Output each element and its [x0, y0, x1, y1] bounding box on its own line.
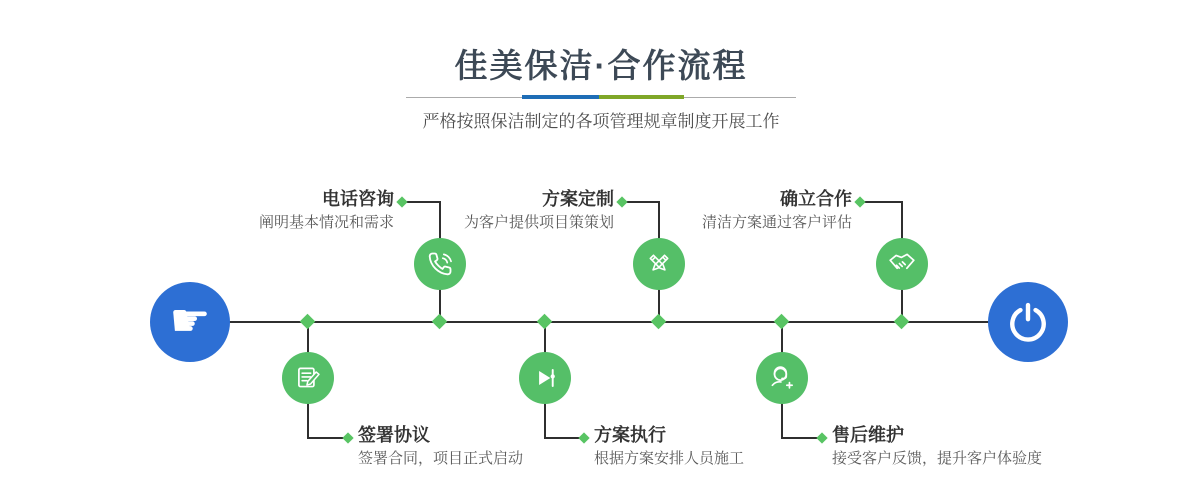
step-node-after-sales: [756, 352, 808, 404]
page-subtitle: 严格按照保洁制定的各项管理规章制度开展工作: [422, 112, 780, 131]
timeline-diamond-marker: [300, 314, 316, 330]
title-divider: [406, 95, 796, 100]
step-desc: 清洁方案通过客户评估: [701, 214, 852, 231]
flow-start-node: [150, 282, 230, 362]
step-sign-agreement: [358, 424, 523, 469]
step-phone-consult: [259, 188, 394, 233]
customer-service-icon: [766, 362, 798, 394]
pointing-hand-icon: ☛: [169, 293, 211, 347]
step-title: 电话咨询: [322, 189, 394, 209]
step-desc: 根据方案安排人员施工: [594, 450, 745, 467]
label-diamond-marker: [396, 196, 407, 207]
step-node-confirm-cooperation: [876, 238, 928, 290]
step-node-sign-agreement: [282, 352, 334, 404]
step-desc: 为客户提供项目策策划: [463, 214, 614, 231]
step-confirm-cooperation: [702, 188, 852, 233]
step-title: 确立合作: [780, 189, 852, 209]
step-after-sales: [832, 424, 1042, 469]
timeline-diamond-marker: [894, 314, 910, 330]
play-slider-icon: [530, 363, 560, 393]
label-diamond-marker: [816, 432, 827, 443]
step-node-plan-execute: [519, 352, 571, 404]
label-diamond-marker: [578, 432, 589, 443]
timeline-diamond-marker: [537, 314, 553, 330]
step-desc: 签署合同，项目正式启动: [358, 450, 524, 467]
step-desc: 阐明基本情况和需求: [258, 214, 394, 231]
label-diamond-marker: [854, 196, 865, 207]
document-pen-icon: [293, 363, 323, 393]
page-title: 佳美保洁·合作流程: [454, 47, 748, 84]
timeline-diamond-marker: [651, 314, 667, 330]
handshake-icon: [886, 248, 918, 280]
divider-blue-segment: [522, 95, 599, 99]
label-diamond-marker: [616, 196, 627, 207]
crossed-pencils-icon: [644, 249, 674, 279]
label-diamond-marker: [342, 432, 353, 443]
step-plan-execute: [594, 424, 744, 469]
flow-end-node: [988, 282, 1068, 362]
timeline-diamond-marker: [774, 314, 790, 330]
divider-green-segment: [599, 95, 684, 99]
phone-call-icon: [425, 249, 455, 279]
step-title: 售后维护: [832, 425, 904, 445]
step-node-plan-custom: [633, 238, 685, 290]
timeline-diamond-marker: [432, 314, 448, 330]
power-icon: [1006, 300, 1050, 344]
step-desc: 接受客户反馈，提升客户体验度: [832, 450, 1043, 467]
step-node-phone-consult: [414, 238, 466, 290]
connector-line: [860, 201, 903, 203]
step-title: 方案定制: [542, 189, 614, 209]
step-plan-custom: [464, 188, 614, 233]
step-title: 方案执行: [594, 425, 666, 445]
step-title: 签署协议: [358, 425, 430, 445]
